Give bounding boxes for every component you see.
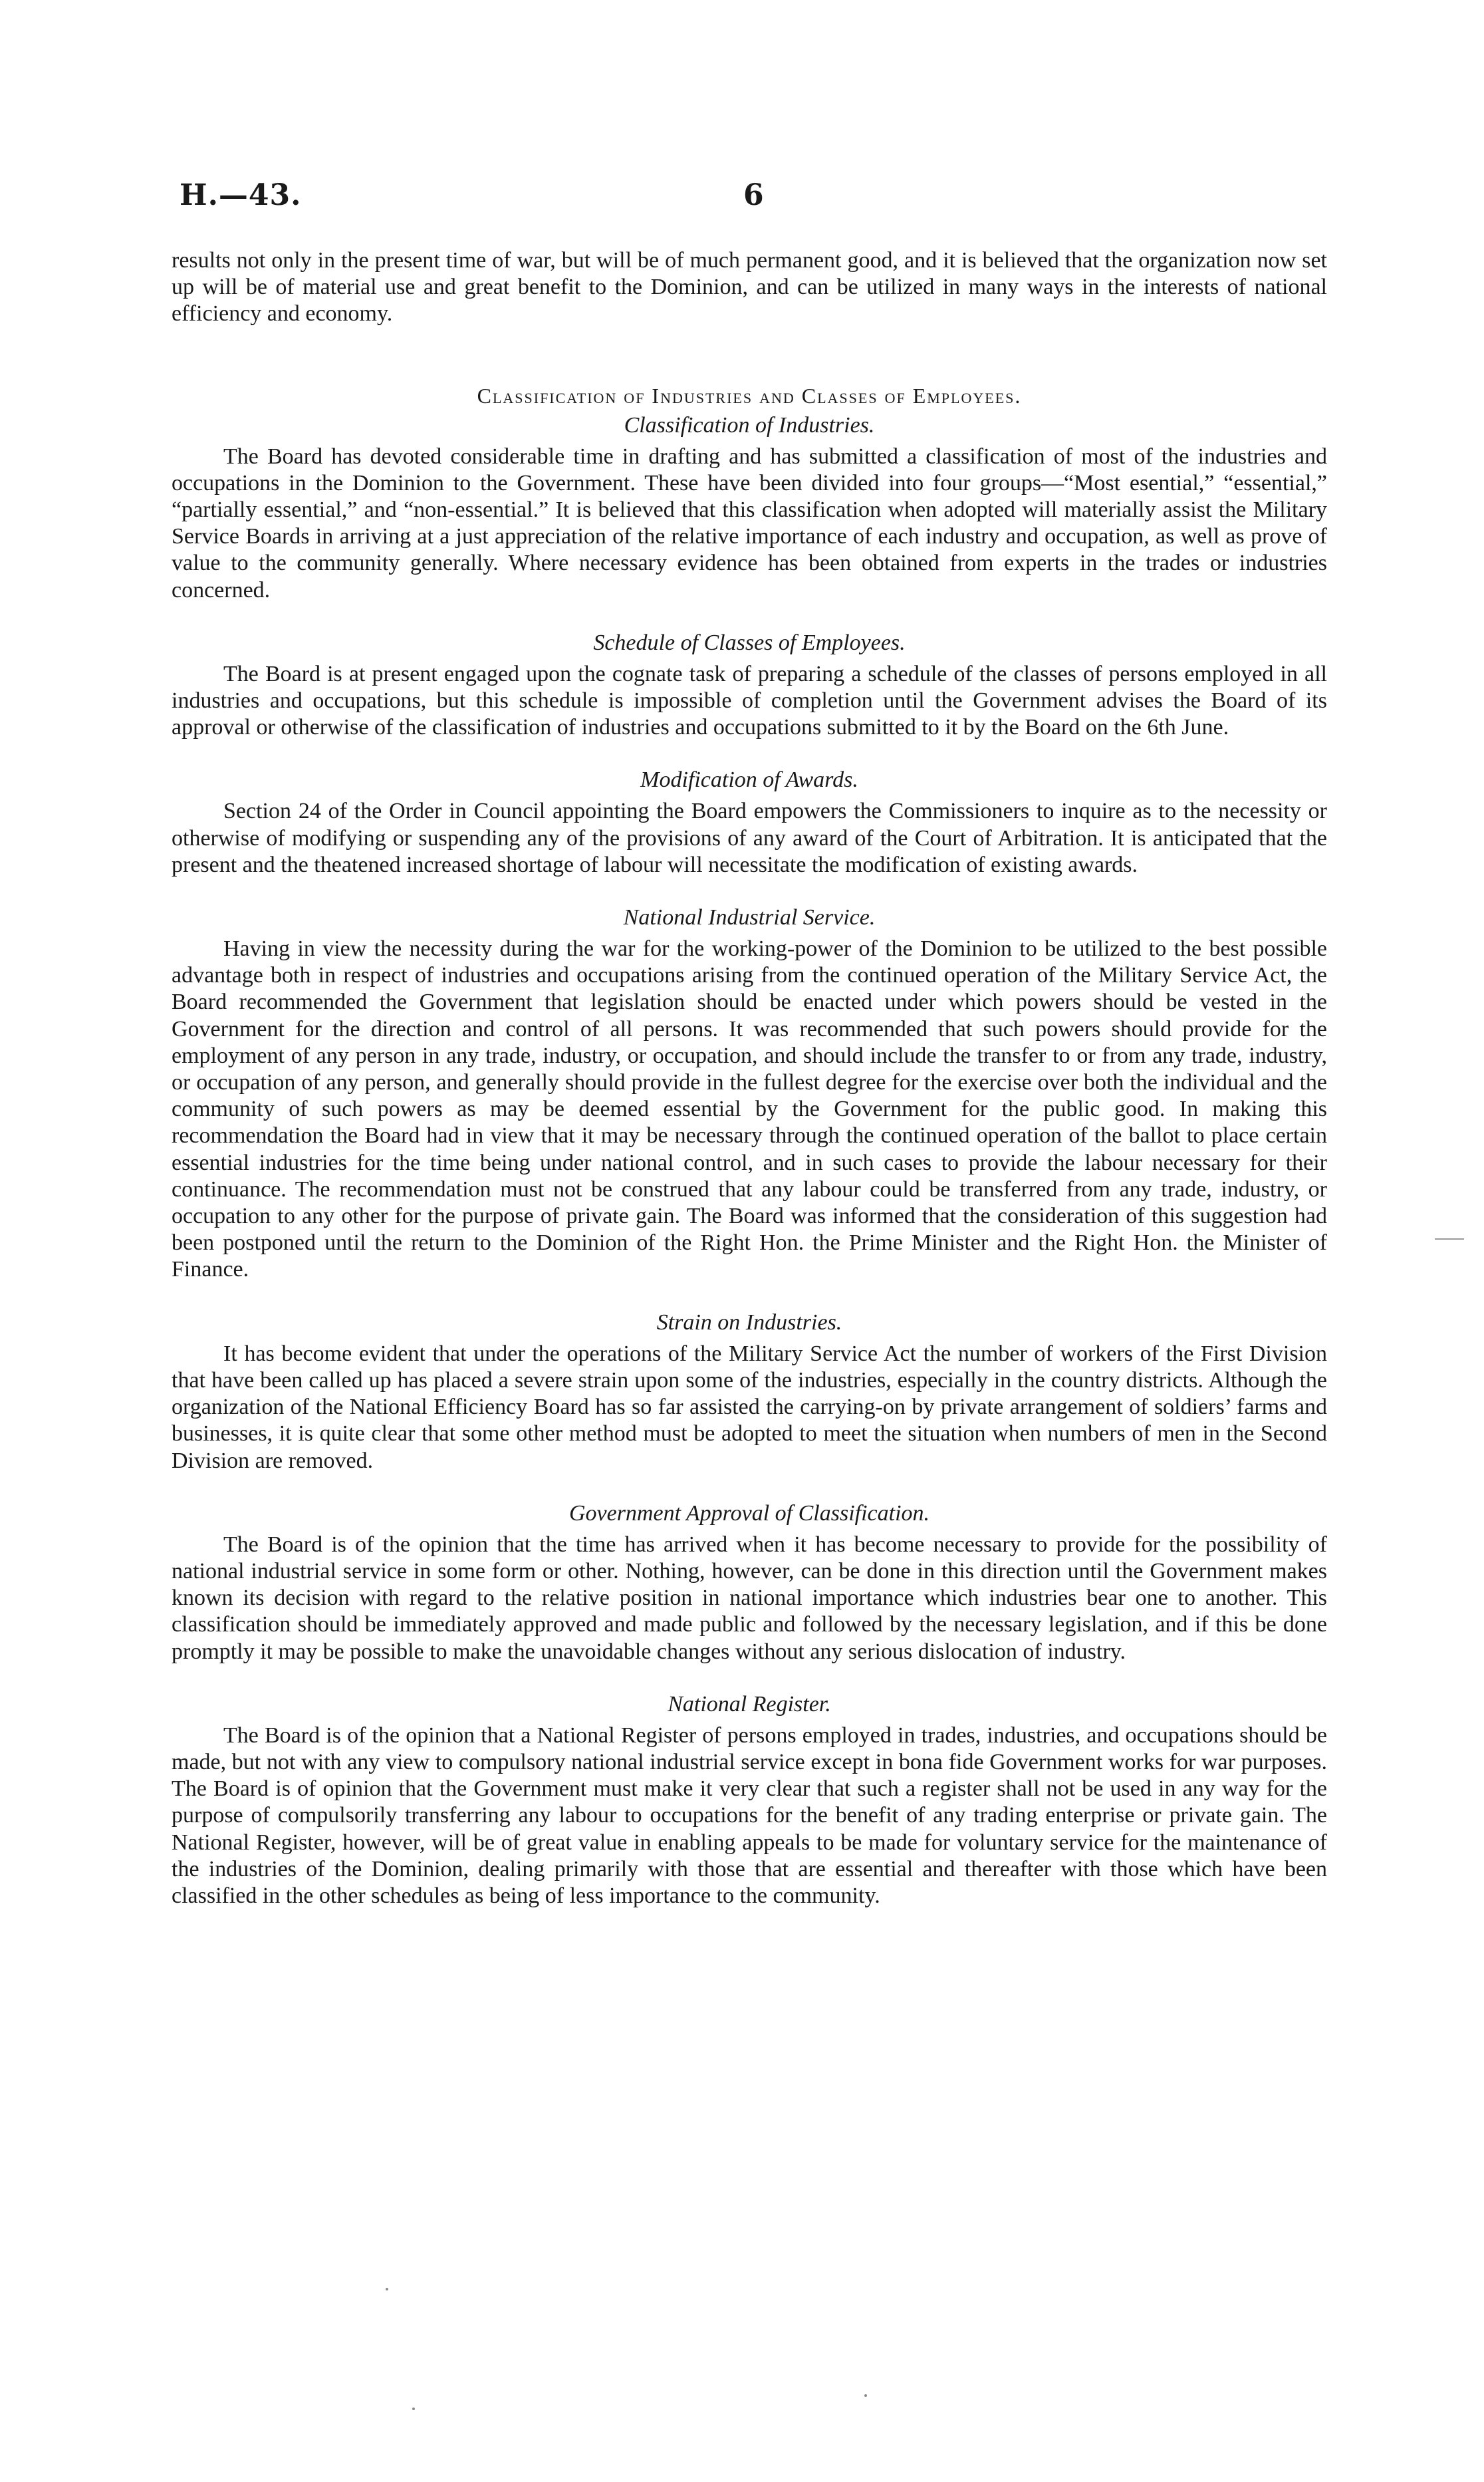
section-heading: Classification of Industries and Classes of Employees. [477, 383, 1022, 408]
paragraph-government-approval: The Board is of the opinion that the time has arrived when it has become necessary to provide for the possibility of national industrial service in some form or other. Nothing, however, can be done in this direction until the Government makes known its decision with regard to the relative position in national importance which industries bear one to another. This classification should be immediately approved and made public and followed by the necessary legislation, and if this be done promptly it may be possible to make the unavoidable changes without any serious dislocation of industry. [172, 1532, 1327, 1664]
document-reference: H.—43. [180, 178, 302, 212]
page-number: 6 [743, 178, 764, 212]
body-text [172, 247, 1327, 1909]
subheading-national-industrial-service: National Industrial Service. [623, 905, 876, 930]
subheading-strain-on-industries: Strain on Industries. [656, 1310, 842, 1335]
scan-speck [386, 2288, 388, 2290]
paragraph-national-industrial-service: Having in view the necessity during the war for the working-power of the Dominion to be utilized to the best possible advantage both in respect of industries and occupations arising from the continued operation of the Military Service Act, the Board recommended the Government that legislation should be enacted under which powers should be vested in the Government for the direction and control of all persons. It was recommended that such powers should provide for the employment of any person in any trade, industry, or occupation, and should include the transfer to or from any trade, industry, or occupation of any person, and generally should provide in the fullest degree for the exercise over both the individual and the community of such powers as may be deemed essential by the Government for the public good. In making this recommendation the Board had in view that it may be necessary through the continued operation of the ballot to place certain essential industries for the time being under national control, and in such cases to provide the labour necessary for their continuance. The recommendation must not be construed that any labour could be transferred from any trade, industry, or occupation to any other for the purpose of private gain. The Board was informed that the consideration of this suggestion had been postponed until the return to the Dominion of the Right Hon. the Prime Minister and the Right Hon. the Minister of Finance. [172, 936, 1327, 1282]
subheading-national-register: National Register. [668, 1691, 831, 1717]
paragraph-national-register: The Board is of the opinion that a National Register of persons employed in trades, industries, and occupations should be made, but not with any view to compulsory national industrial service except in bona fide Government works for war purposes. The Board is of opinion that the Government must make it very clear that such a register shall not be used in any way for the purpose of compulsorily transferring any labour to occupations for the benefit of any trading enterprise or private gain. The National Register, however, will be of great value in enabling appeals to be made for voluntary service for the maintenance of the industries of the Dominion, dealing primarily with those that are essential and thereafter with those which have been classified in the other schedules as being of less importance to the community. [172, 1723, 1327, 1908]
intro-paragraph: results not only in the present time of war, but will be of much permanent good, and it is believed that the organization now set up will be of material use and great benefit to the Dominion, and can be utilized in many ways in the interests of national efficiency and economy. [172, 248, 1327, 327]
subheading-schedule-of-classes: Schedule of Classes of Employees. [593, 630, 906, 655]
scan-speck [412, 2408, 415, 2410]
paragraph-modification-of-awards: Section 24 of the Order in Council appointing the Board empowers the Commissioners to inquire as to the necessity or otherwise of modifying or suspending any of the provisions of any award of the Court of Arbitration. It is anticipated that the present and the theatened increased shortage of labour will necessitate the modification of existing awards. [172, 799, 1327, 877]
subheading-government-approval: Government Approval of Classification. [568, 1500, 930, 1526]
scan-speck [864, 2394, 867, 2397]
subheading-classification-of-industries: Classification of Industries. [624, 412, 875, 438]
subheading-modification-of-awards: Modification of Awards. [640, 767, 858, 793]
paragraph-schedule-of-classes: The Board is at present engaged upon the cognate task of preparing a schedule of the classes of persons employed in all industries and occupations, but this schedule is impossible of completion until the Government advises the Board of its approval or otherwise of the classification of industries and occupations submitted to it by the Board on the 6th June. [172, 661, 1327, 740]
paragraph-classification-of-industries: The Board has devoted considerable time in drafting and has submitted a classification of most of the industries and occupations in the Dominion to the Government. These have been divided into four groups—“Most esential,” “essential,” “partially essential,” and “non-essential.” It is believed that this classification when adopted will materially assist the Military Service Boards in arriving at a just appreciation of the relative importance of each industry and occupation, as well as prove of value to the community generally. Where necessary evidence has been obtained from experts in the trades or industries concerned. [172, 444, 1327, 603]
running-head [172, 178, 1335, 218]
margin-mark [1435, 1238, 1464, 1240]
paragraph-strain-on-industries: It has become evident that under the operations of the Military Service Act the number of workers of the First Division that have been called up has placed a severe strain upon some of the industries, especially in the country districts. Although the organization of the National Efficiency Board has so far assisted the carrying-on by private arrangement of soldiers’ farms and businesses, it is quite clear that some other method must be adopted to meet the situation when numbers of men in the Second Division are removed. [172, 1341, 1327, 1473]
